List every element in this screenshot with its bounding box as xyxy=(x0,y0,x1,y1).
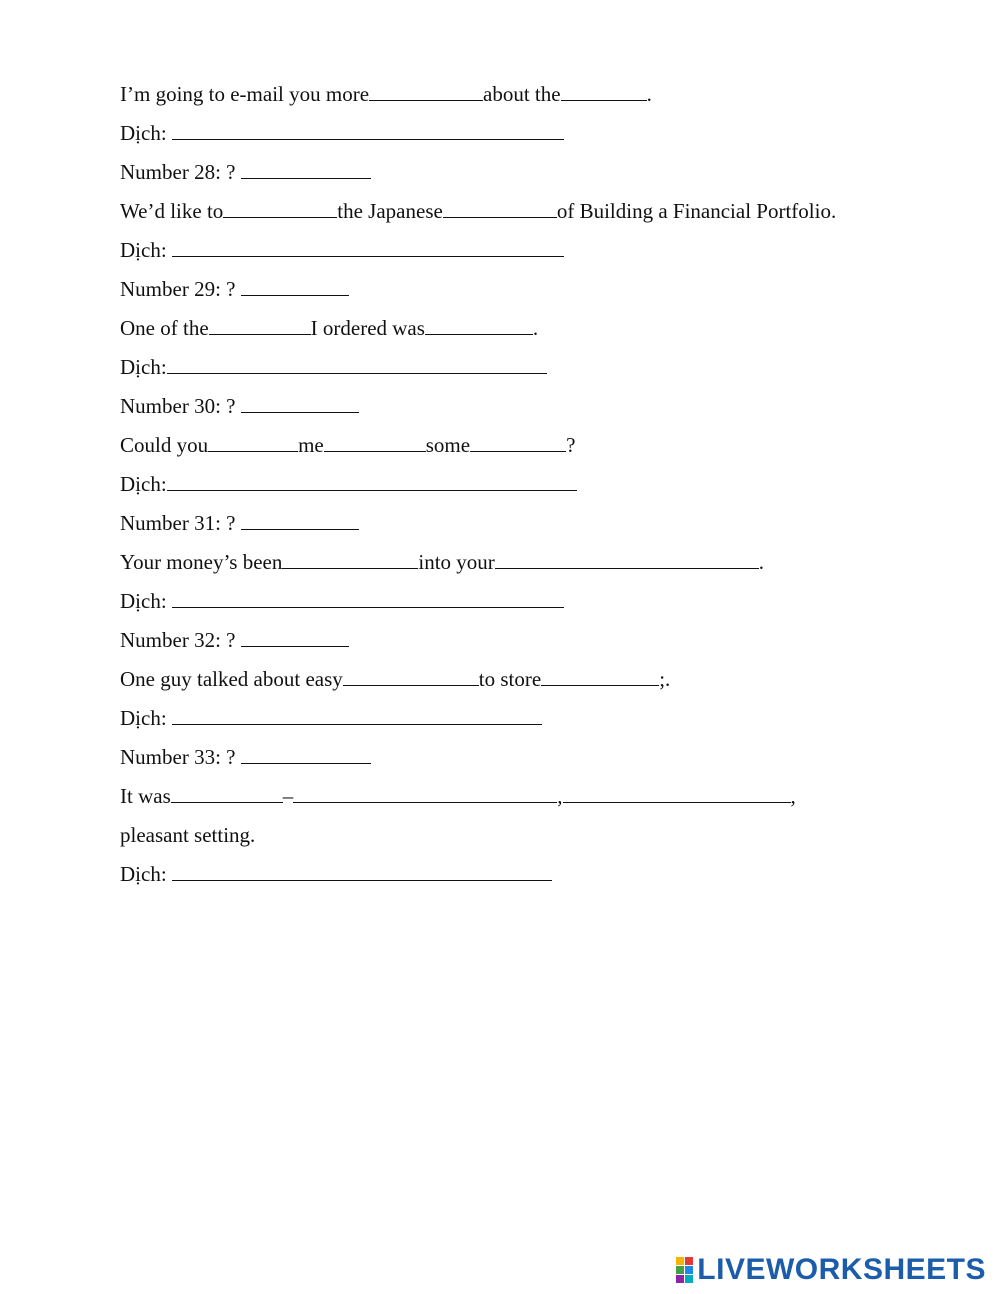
dich-label: Dịch: xyxy=(120,121,167,145)
q30-translation xyxy=(120,472,577,496)
q31-blank-1[interactable] xyxy=(282,550,418,569)
number-32-blank[interactable] xyxy=(241,628,349,647)
q29-text-a: One of the xyxy=(120,316,209,340)
dich-label: Dịch: xyxy=(120,238,167,262)
q30-sentence xyxy=(120,433,575,457)
q27-text-b: about the xyxy=(483,82,561,106)
q27-text-a: I’m going to e-mail you more xyxy=(120,82,370,106)
number-31 xyxy=(120,511,359,535)
q29-blank-2[interactable] xyxy=(425,316,533,335)
q30-blank-2[interactable] xyxy=(324,433,426,452)
q29-blank-1[interactable] xyxy=(209,316,311,335)
q28-translation xyxy=(120,238,564,262)
q29-translation xyxy=(120,355,547,379)
dich-label: Dịch: xyxy=(120,589,167,613)
number-29 xyxy=(120,277,349,301)
q30-blank-3[interactable] xyxy=(470,433,566,452)
q28-blank-1[interactable] xyxy=(223,199,337,218)
number-31-label: Number 31: ? xyxy=(120,511,236,535)
number-28 xyxy=(120,160,371,184)
q32-translation-blank[interactable] xyxy=(172,706,542,725)
number-33-blank[interactable] xyxy=(241,745,371,764)
q27-text-c: . xyxy=(646,82,652,106)
q31-sentence xyxy=(120,550,764,574)
q33-blank-2[interactable] xyxy=(293,784,557,803)
number-32 xyxy=(120,628,349,652)
liveworksheets-logo-text: LIVEWORKSHEETS xyxy=(697,1253,986,1286)
number-29-label: Number 29: ? xyxy=(120,277,236,301)
q28-blank-2[interactable] xyxy=(443,199,557,218)
q30-text-a: Could you xyxy=(120,433,209,457)
q31-translation xyxy=(120,589,564,613)
q32-text-c: ;. xyxy=(659,667,671,691)
q31-translation-blank[interactable] xyxy=(172,589,564,608)
number-29-blank[interactable] xyxy=(241,277,349,296)
q33-continuation xyxy=(120,823,255,847)
q32-sentence xyxy=(120,667,670,691)
q29-text-c: . xyxy=(532,316,539,340)
q27-translation-blank[interactable] xyxy=(172,121,564,140)
q28-text-a: We’d like to xyxy=(120,199,224,223)
dich-label: Dịch: xyxy=(120,472,167,496)
number-30-label: Number 30: ? xyxy=(120,394,236,418)
q32-translation xyxy=(120,706,542,730)
q32-blank-2[interactable] xyxy=(541,667,659,686)
q33-text-a: It was xyxy=(120,784,171,808)
q32-blank-1[interactable] xyxy=(343,667,479,686)
q33-blank-1[interactable] xyxy=(171,784,283,803)
liveworksheets-logo xyxy=(676,1253,986,1287)
q30-text-b: me xyxy=(298,433,324,457)
q27-blank-2[interactable] xyxy=(561,82,647,101)
q33-text-b: – xyxy=(282,784,294,808)
q28-text-b: the Japanese xyxy=(337,199,443,223)
q29-text-b: I ordered was xyxy=(310,316,425,340)
q33-sentence xyxy=(120,784,796,808)
q33-text-c: , xyxy=(557,784,563,808)
q28-sentence xyxy=(120,199,836,223)
q28-text-c: of Building a Financial Portfolio. xyxy=(556,199,837,223)
q29-sentence xyxy=(120,316,538,340)
dich-label: Dịch: xyxy=(120,862,167,886)
dich-label: Dịch: xyxy=(120,706,167,730)
q30-translation-blank[interactable] xyxy=(167,472,577,491)
number-30 xyxy=(120,394,359,418)
number-33 xyxy=(120,745,371,769)
q30-text-c: some xyxy=(425,433,471,457)
q27-blank-1[interactable] xyxy=(369,82,483,101)
q33-text-d: , xyxy=(790,784,796,808)
q32-text-b: to store xyxy=(478,667,542,691)
q31-text-a: Your money’s been xyxy=(120,550,283,574)
q33-translation xyxy=(120,862,552,886)
q29-translation-blank[interactable] xyxy=(167,355,547,374)
q33-blank-3[interactable] xyxy=(563,784,791,803)
number-30-blank[interactable] xyxy=(241,394,359,413)
number-28-blank[interactable] xyxy=(241,160,371,179)
number-28-label: Number 28: ? xyxy=(120,160,236,184)
dich-label: Dịch: xyxy=(120,355,167,379)
q30-text-d: ? xyxy=(566,433,576,457)
q27-translation xyxy=(120,121,564,145)
q30-blank-1[interactable] xyxy=(208,433,298,452)
q31-text-c: . xyxy=(758,550,765,574)
q33-continuation-text: pleasant setting. xyxy=(120,823,256,847)
number-33-label: Number 33: ? xyxy=(120,745,236,769)
liveworksheets-logo-icon xyxy=(676,1257,693,1283)
number-31-blank[interactable] xyxy=(241,511,359,530)
number-32-label: Number 32: ? xyxy=(120,628,236,652)
q32-text-a: One guy talked about easy xyxy=(120,667,343,691)
q28-translation-blank[interactable] xyxy=(172,238,564,257)
q31-text-b: into your xyxy=(418,550,495,574)
q31-blank-2[interactable] xyxy=(495,550,759,569)
q33-translation-blank[interactable] xyxy=(172,862,552,881)
q27-sentence xyxy=(120,82,652,106)
